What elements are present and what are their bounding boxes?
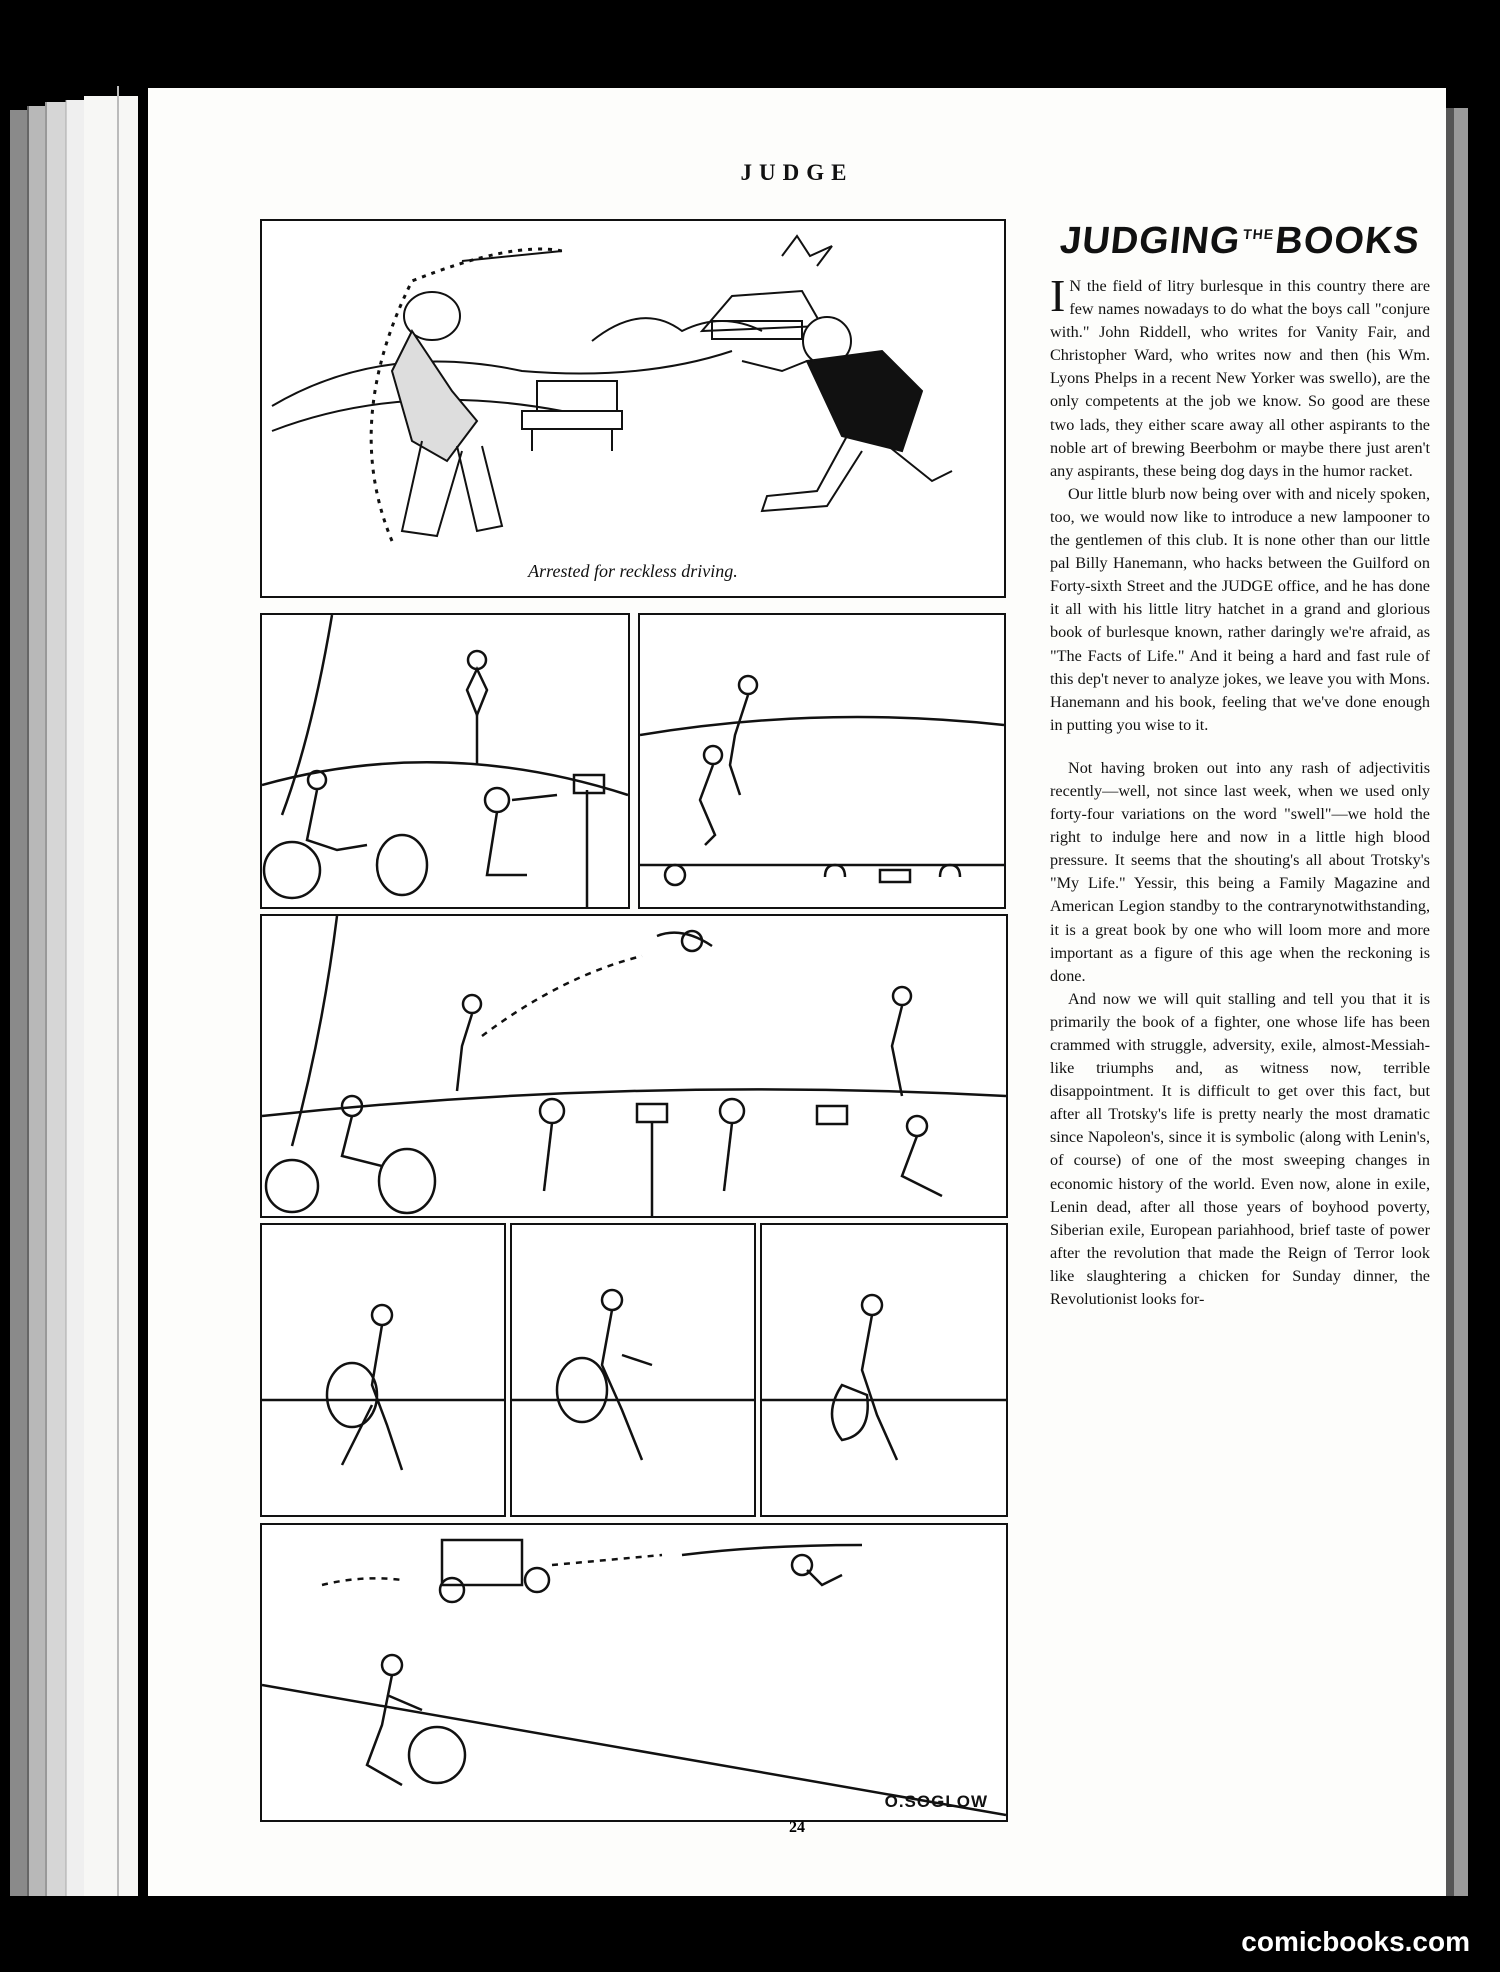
comic-panel-orchestra-1 [260,613,630,909]
comic-panel-orchestra-2 [260,914,1008,1218]
magazine-page [148,88,1446,1896]
orchestra-flying-illustration [262,916,1006,1216]
comic-panel-drummer-walk-1 [260,1223,506,1517]
drop-cap: I [1050,270,1066,321]
golf-illustration [262,221,1004,596]
drummer-turn-illustration [762,1225,1006,1515]
title-right: BOOKS [1273,220,1423,262]
panel-caption: Arrested for reckless driving. [528,561,738,581]
masthead: JUDGE [740,160,854,185]
paragraph-2: Our little blurb now being over with and nicely spoken, too, we would now like to introduce a new lampooner to the gentlemen of this club. It is none other than our little pal Billy Hanemann, who hacks between the Guilford on Forty-sixth Street and the JUDGE office, and he has done it all with his little litry hatchet in a grand and glorious book of burlesque known, rather daringly we're afraid, as "The Facts of Life." And it being a hard and fast rule of this dep't never to analyze jokes, we leave you with Mons. Hanemann and his book, feeling that we've done enough in putting you wise to it. [1050,484,1430,734]
title-small: THE [1242,226,1276,242]
car-drummer-illustration [262,1525,1006,1820]
comic-panel-acrobats-1 [638,613,1006,909]
comic-panel-golf [260,219,1006,598]
comic-panel-drummer-walk-3 [760,1223,1008,1517]
review-body [1050,270,1430,1311]
drummer-walking-illustration [262,1225,504,1515]
orchestra-illustration [262,615,628,907]
acrobats-illustration [640,615,1004,907]
artist-signature: O.SOGLOW [884,1792,988,1811]
paragraph-4: And now we will quit stalling and tell you that it is primarily the book of a fighter, one whose life has been crammed with struggle, adversity, exile, almost-Messiah-like triumphs and, as witness now, terrible disappointment. It is difficult to get over this fact, but after all Trotsky's life is pretty nearly the most dramatic since Napoleon's, since it is symbolic (along with Lenin's, of course) of one of the most sweeping changes in economic history of the world. Even now, alone in exile, Lenin dead, after all those years of boyhood poverty, Siberian exile, European pariahhood, brief taste of power after the revolution that made the Reign of Terror look like slaughtering a chicken for Sunday dinner, the Revolutionist looks for- [1050,989,1430,1309]
page-number: 24 [789,1819,805,1836]
column-title [1048,220,1433,263]
paragraph-3: Not having broken out into any rash of adjectivitis recently—well, not since last week, when we used only forty-four variations on the word "swell"—we hold the right to indulge here and now in a little high blood pressure. It seems that the shouting's all about Trotsky's "My Life." Yessir, this being a Family Magazine and American Legion standby to the contrarynotwithstanding, it is a great book by one who will loom more and more important as a figure of this age when the reckoning is done. [1050,758,1430,985]
title-left: JUDGING [1058,220,1243,262]
site-watermark: comicbooks.com [1241,1926,1470,1957]
paragraph-1-text: N the field of litry burlesque in this country there are few names nowadays to do what the boys call "conjure with." John Riddell, who writes for Vanity Fair, and Christopher Ward, who writes now and then (his Wm. Lyons Phelps in a recent New Yorker was swello), are the only competents at the job we know. So good are these two lads, they either scare away all other aspirants to the noble art of brewing Beerbohm or maybe there just aren't any aspirants, these being dog days in the humor racket. [1050,277,1430,480]
book-review-column [1050,220,1430,1311]
comic-panel-drummer-walk-2 [510,1223,756,1517]
comic-panel-drummer-final [260,1523,1008,1822]
paragraph-1 [1050,270,1430,483]
drummer-pause-illustration [512,1225,754,1515]
